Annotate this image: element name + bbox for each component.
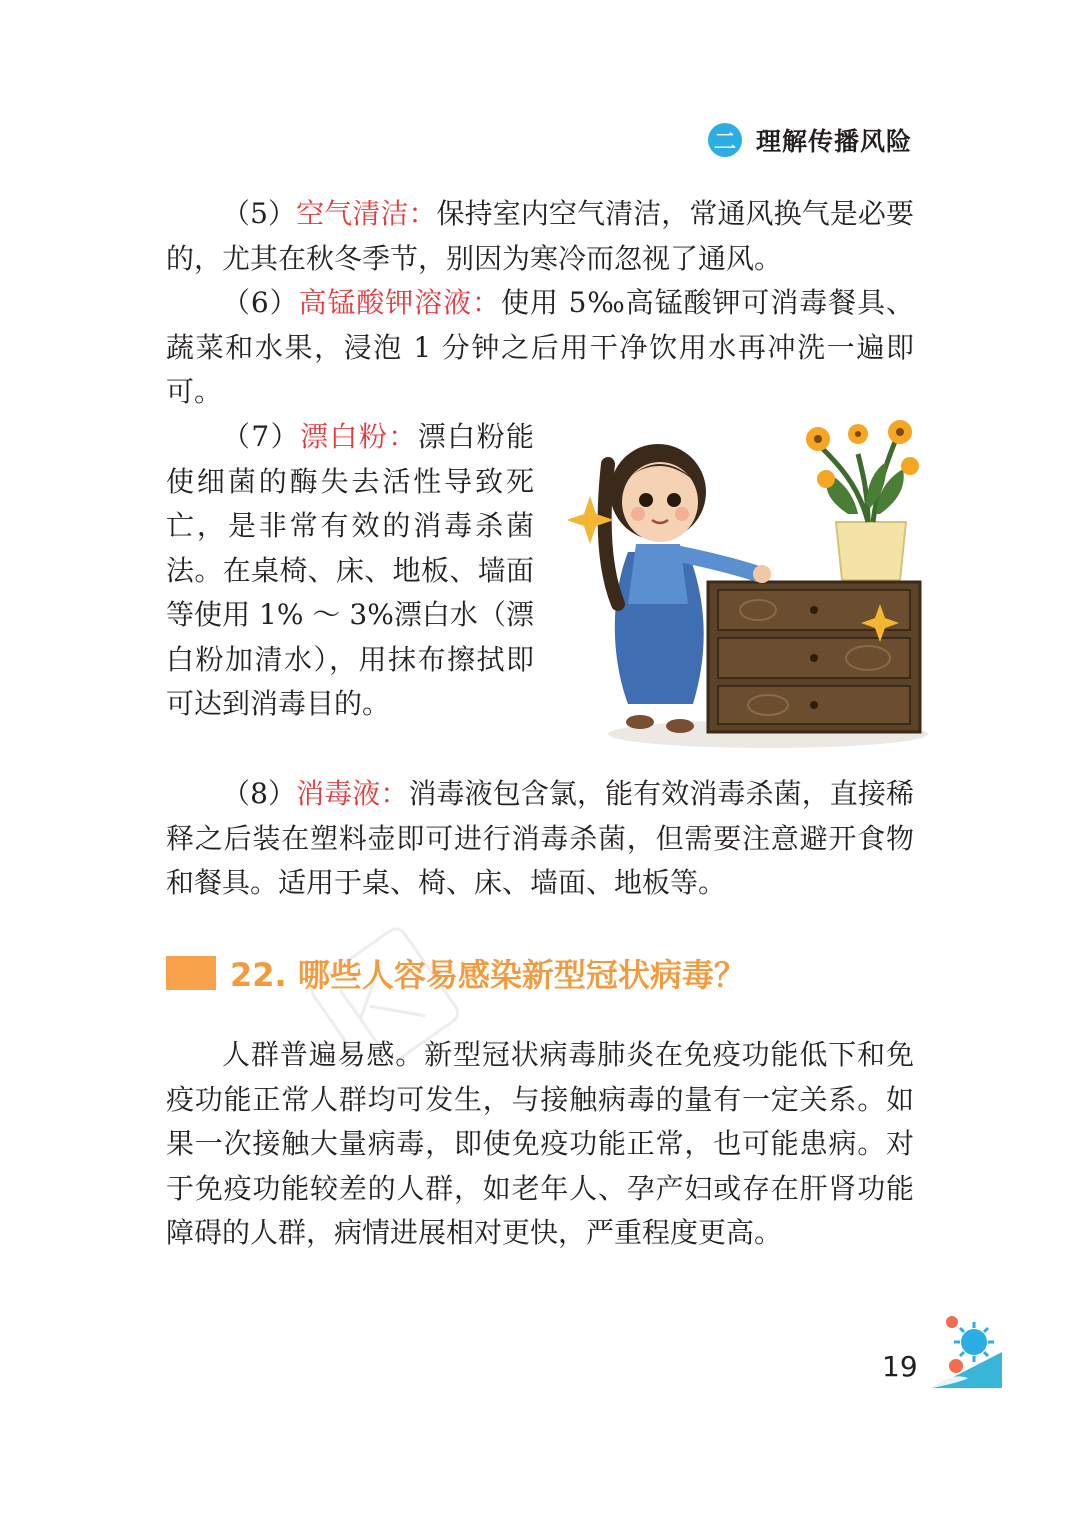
- item-6: [166, 281, 914, 415]
- section-paragraph: 人群普遍易感。新型冠状病毒肺炎在免疫功能低下和免疫功能正常人群均可发生，与接触病毒的量有一定关系。如果一次接触大量病毒，即使免疫功能正常，也可能患病。对于免疫功能较差的人群，如老年人、孕产妇或存在肝肾功能障碍的人群，病情进展相对更快，严重程度更高。: [166, 1038, 914, 1249]
- page-number: 19: [882, 1350, 918, 1383]
- disinfection-items-top: [166, 192, 914, 415]
- section-marker: [166, 956, 216, 990]
- section-heading: [166, 950, 746, 996]
- virus-icon: [946, 1316, 958, 1328]
- chapter-number-badge: 二: [708, 123, 742, 157]
- virus-corner-decoration: [912, 1312, 1002, 1388]
- item-term: 消毒液：: [296, 777, 409, 810]
- virus-icon: [949, 1359, 963, 1373]
- section-title: 22. 哪些人容易感染新型冠状病毒？: [230, 956, 746, 994]
- chapter-header: [708, 122, 912, 158]
- item-body: 保持室内空气清洁，常通风换气是必要的，尤其在秋冬季节，别因为寒冷而忽视了通风。: [166, 197, 914, 275]
- girl-with-dresser-illustration: [568, 404, 928, 754]
- item-number: （5）: [222, 197, 297, 230]
- item-8: [166, 772, 914, 906]
- disinfection-item-7: [166, 415, 534, 727]
- item-term: 漂白粉：: [300, 420, 418, 453]
- item-number: （7）: [222, 420, 301, 453]
- item-7: [166, 415, 534, 727]
- item-number: （8）: [222, 777, 297, 810]
- item-term: 高锰酸钾溶液：: [298, 286, 501, 319]
- virus-icon: [954, 1322, 994, 1362]
- section-body: [166, 1033, 914, 1256]
- item-body: 消毒液包含氯，能有效消毒杀菌，直接稀释之后装在塑料壶即可进行消毒杀菌，但需要注意避开食物和餐具。适用于桌、椅、床、墙面、地板等。: [166, 777, 914, 899]
- dresser-icon: [708, 582, 920, 732]
- disinfection-item-8: [166, 772, 914, 906]
- item-5: [166, 192, 914, 281]
- item-body: 漂白粉能使细菌的酶失去活性导致死亡，是非常有效的消毒杀菌法。在桌椅、床、地板、墙面等使用 1% ～ 3%漂白水（漂白粉加清水），用抹布擦拭即可达到消毒目的。: [166, 420, 534, 720]
- item-body: 使用 5‰高锰酸钾可消毒餐具、蔬菜和水果，浸泡 1 分钟之后用干净饮用水再冲洗一遍即可。: [166, 286, 914, 408]
- chapter-title: 理解传播风险: [755, 127, 912, 156]
- flower-pot-icon: [806, 420, 919, 580]
- item-number: （6）: [222, 286, 299, 319]
- item-term: 空气清洁：: [296, 197, 437, 230]
